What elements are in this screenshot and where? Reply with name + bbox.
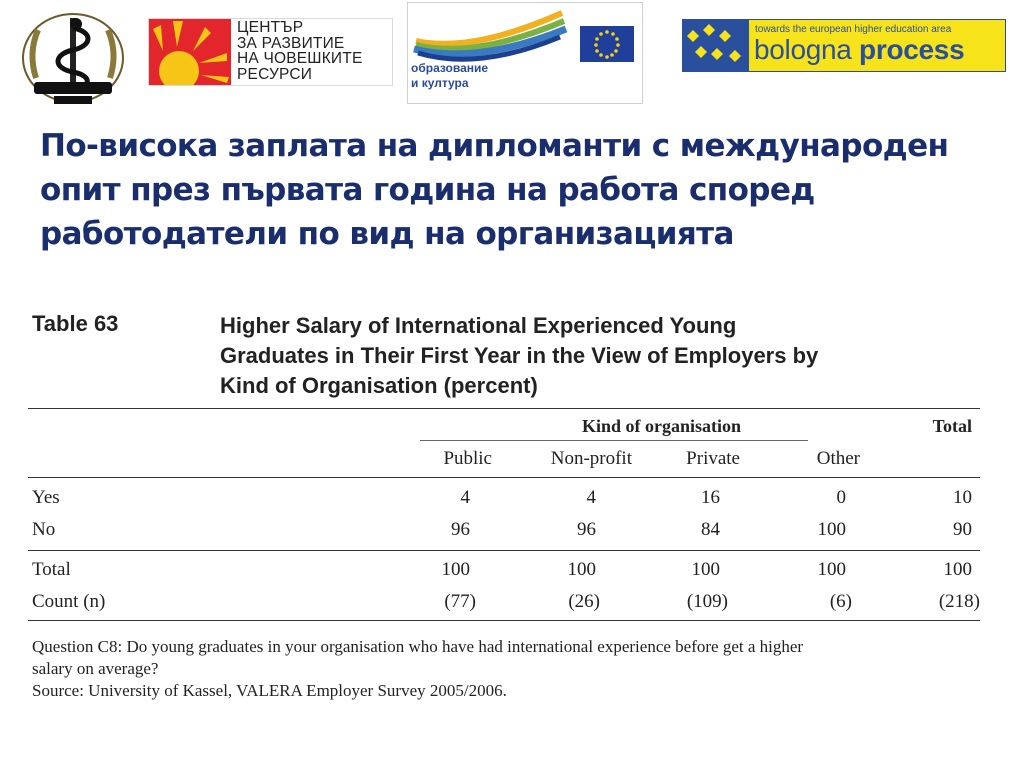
- table-cell: 10: [953, 487, 972, 508]
- eu-flag-icon: [580, 26, 634, 62]
- title-line: работодатели по вид на организацията: [40, 216, 734, 252]
- group-header-rule: [420, 440, 808, 441]
- table-cell: (77): [444, 591, 476, 612]
- process-word: process: [859, 34, 965, 65]
- bologna-tagline: towards the european higher education area: [755, 24, 952, 35]
- table-cell: 84: [701, 519, 720, 540]
- bologna-name: [754, 33, 964, 67]
- table-cell: 96: [451, 519, 470, 540]
- bologna-stars-icon: [683, 20, 749, 71]
- table-cell: 90: [953, 519, 972, 540]
- table-rule-bottom: [28, 620, 980, 621]
- hrdc-line: ЦЕНТЪР: [237, 19, 304, 36]
- row-label: Count (n): [32, 591, 106, 612]
- column-header: Private: [686, 448, 740, 469]
- caption-line: Graduates in Their First Year in the View of Employers by: [220, 343, 819, 368]
- eac-line: и култура: [411, 76, 469, 90]
- column-header: Other: [816, 448, 860, 469]
- swoosh-icon: [412, 5, 572, 65]
- table-rule-header: [28, 477, 980, 478]
- row-label: Yes: [32, 487, 60, 508]
- caduceus-crest-icon: [14, 8, 132, 108]
- sun-emblem-icon: [149, 19, 231, 85]
- total-header: Total: [932, 416, 972, 436]
- table-cell: 100: [691, 559, 720, 580]
- slide-title: [40, 124, 1000, 256]
- table-cell: 100: [817, 559, 846, 580]
- bologna-word: bologna: [754, 34, 852, 65]
- hrdc-line: РЕСУРСИ: [237, 65, 313, 83]
- table-cell: 100: [817, 519, 846, 540]
- caption-line: Kind of Organisation (percent): [220, 373, 538, 398]
- table-cell: 16: [701, 487, 720, 508]
- eac-line: образование: [411, 61, 489, 75]
- column-header: Non-profit: [550, 448, 632, 469]
- table-rule-top: [28, 408, 980, 409]
- title-line: опит през първата година на работа според: [40, 172, 815, 208]
- table-cell: 4: [460, 487, 470, 508]
- title-line: По-висока заплата на дипломанти с международен: [40, 128, 949, 164]
- row-label: No: [32, 519, 56, 540]
- table-cell: (6): [829, 591, 852, 612]
- table-footnote: [32, 636, 992, 702]
- group-header: Kind of organisation: [582, 416, 742, 436]
- footnote-line: Source: University of Kassel, VALERA Employer Survey 2005/2006.: [32, 681, 507, 700]
- education-culture-logo: [407, 2, 643, 104]
- table-cell: 96: [577, 519, 596, 540]
- eac-label: [411, 61, 488, 91]
- table-rule-body: [28, 550, 980, 551]
- row-label: Total: [32, 559, 71, 580]
- table-cell: 100: [441, 559, 470, 580]
- table-cell: (109): [686, 591, 728, 612]
- footnote-line: salary on average?: [32, 659, 159, 678]
- hrdc-name: [237, 20, 393, 82]
- bologna-process-logo: [682, 19, 1006, 72]
- table-cell: (218): [938, 591, 980, 612]
- table-cell: 4: [586, 487, 596, 508]
- caption-line: Higher Salary of International Experienced Young: [220, 313, 737, 338]
- table-caption: [220, 311, 960, 401]
- table-cell: 0: [836, 487, 846, 508]
- hrdc-line: НА ЧОВЕШКИТЕ: [237, 50, 363, 67]
- footnote-line: Question C8: Do young graduates in your organisation who have had international experience before get a higher: [32, 637, 804, 656]
- hrdc-line: ЗА РАЗВИТИЕ: [237, 34, 345, 52]
- table-cell: (26): [568, 591, 600, 612]
- table-number: Table 63: [32, 311, 119, 336]
- table-cell: 100: [943, 559, 972, 580]
- table-cell: 100: [567, 559, 596, 580]
- medical-university-crest-logo: [14, 8, 132, 108]
- hrdc-logo: [148, 18, 393, 86]
- column-header: Public: [443, 448, 492, 469]
